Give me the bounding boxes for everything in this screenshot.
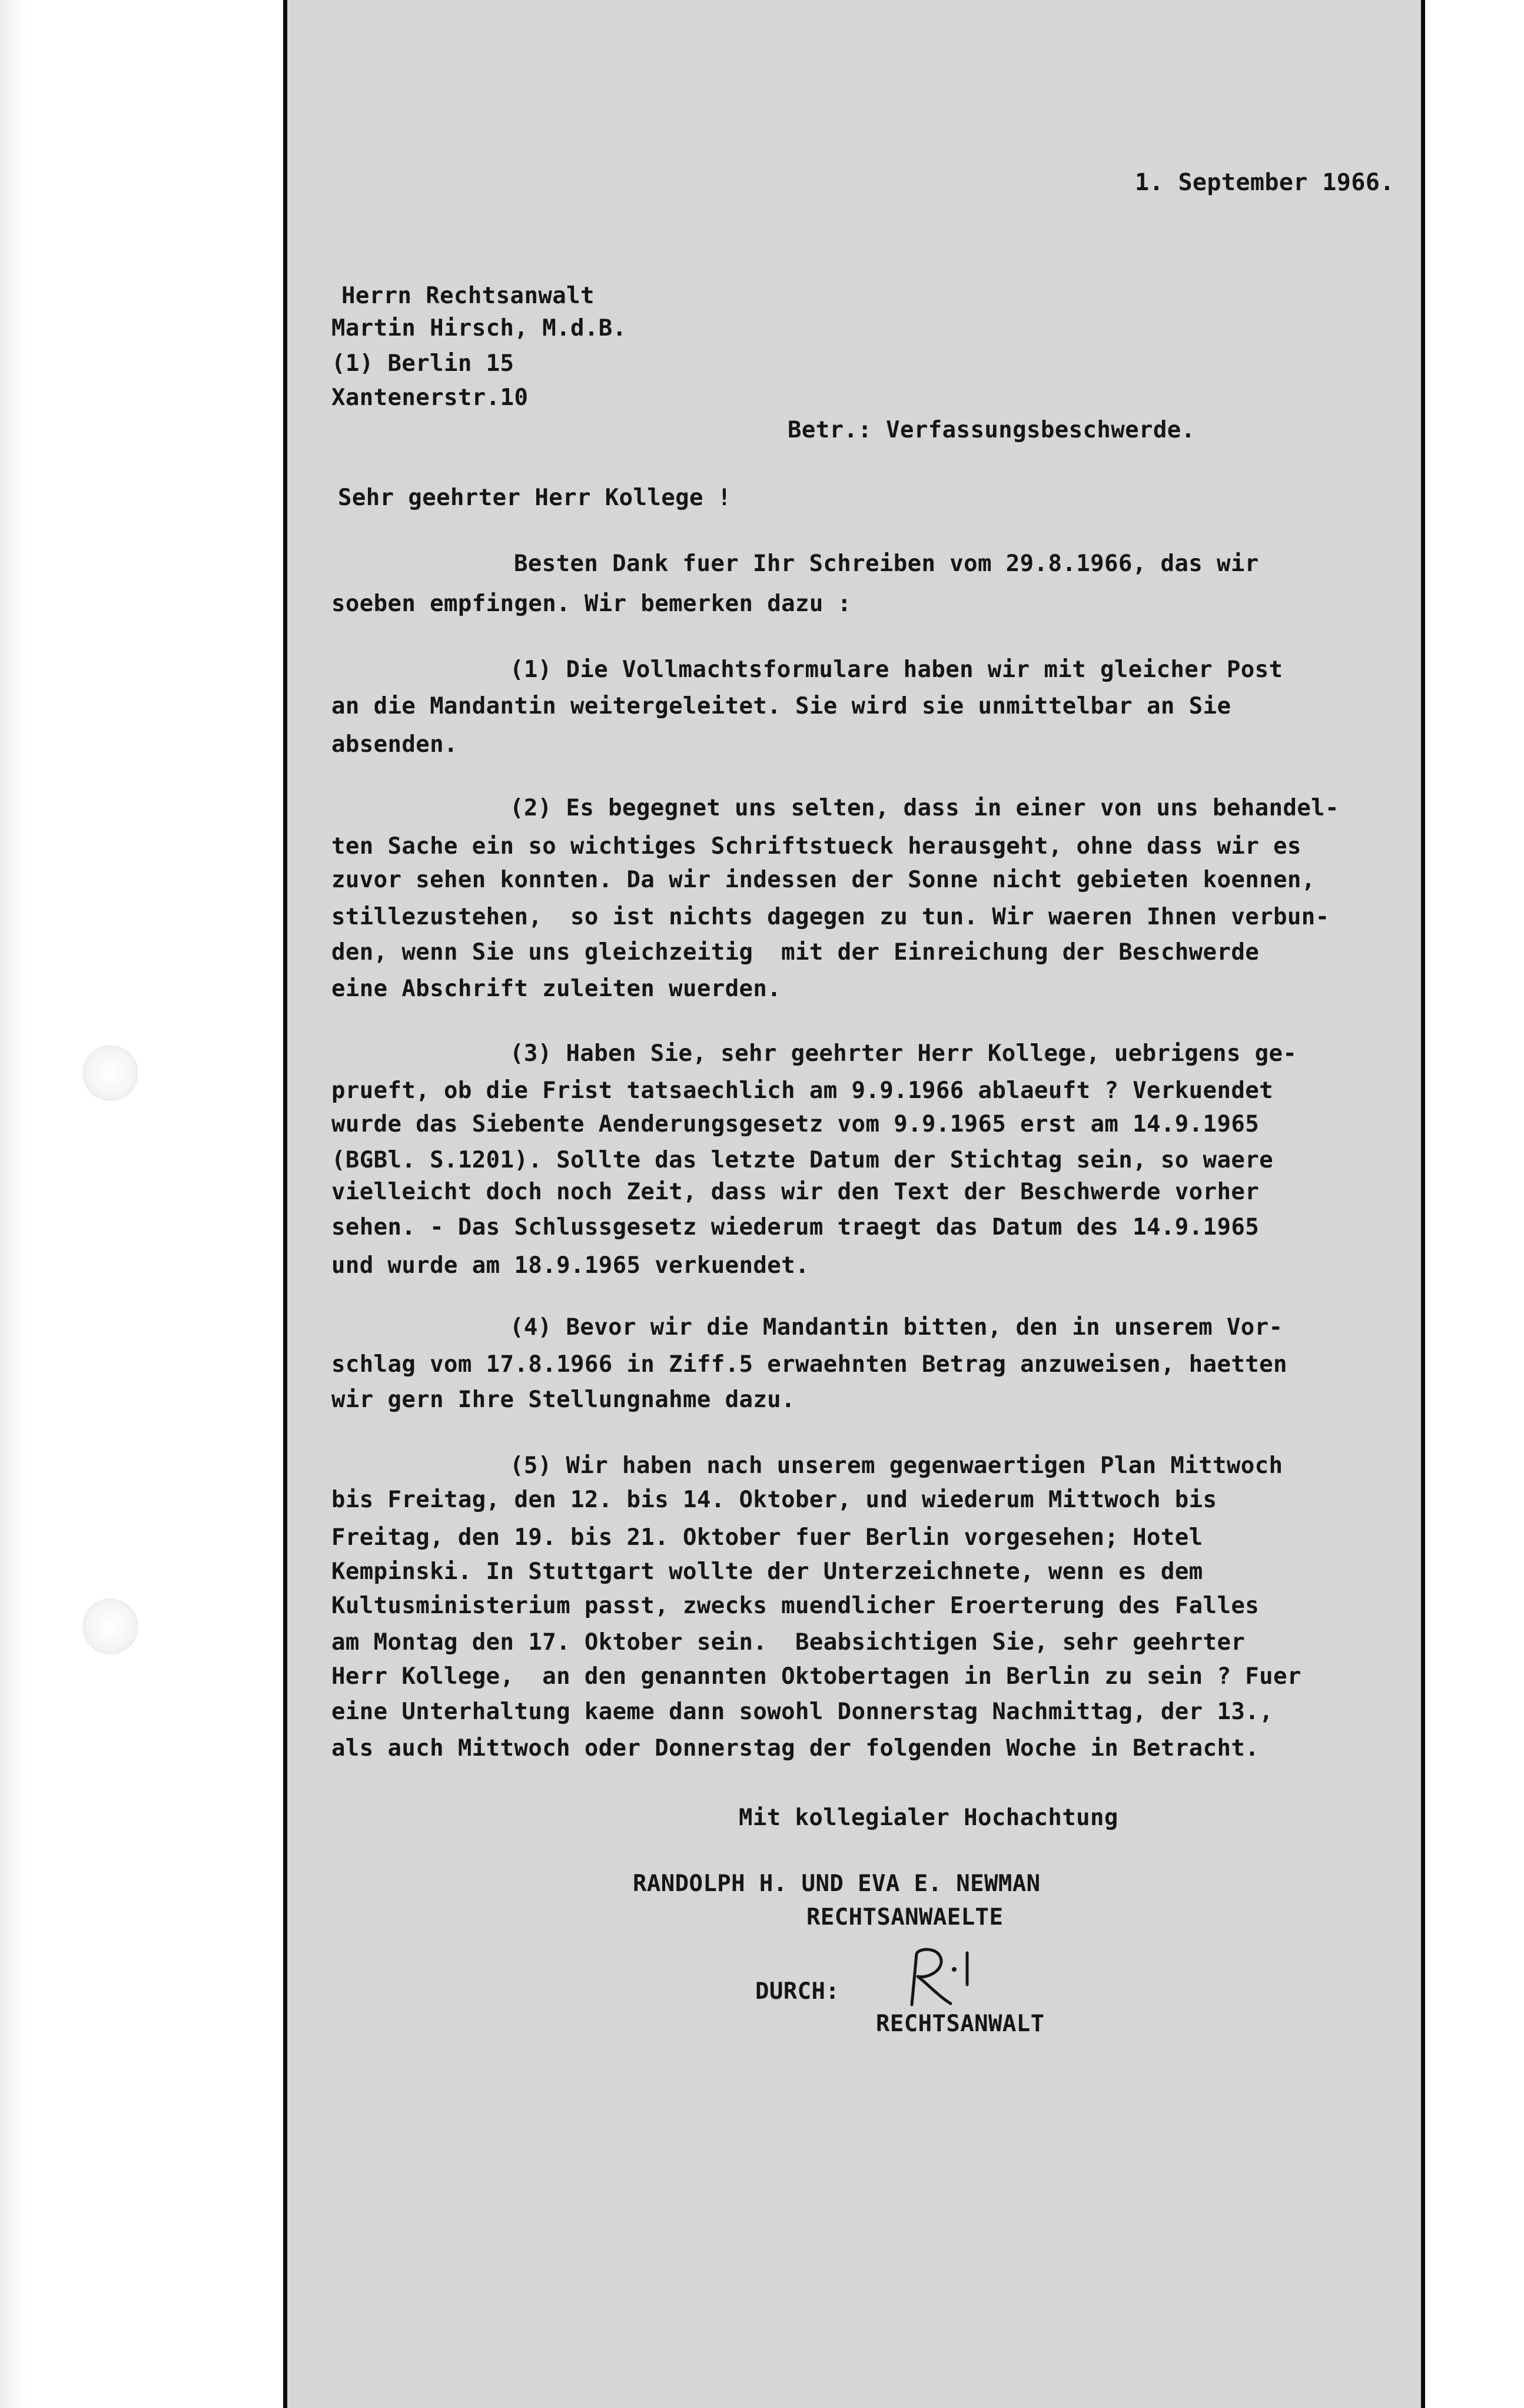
point-4-line: schlag vom 17.8.1966 in Ziff.5 erwaehnten Betrag anzuweisen, haetten (331, 1351, 1287, 1378)
point-2-line: eine Abschrift zuleiten wuerden. (331, 976, 782, 1002)
by-label: DURCH: (755, 1978, 840, 2005)
point-3-line: sehen. - Das Schlussgesetz wiederum traegt das Datum des 14.9.1965 (331, 1214, 1260, 1241)
point-2-line: (2) Es begegnet uns selten, dass in einer von uns behandel- (510, 795, 1339, 821)
intro-line: Besten Dank fuer Ihr Schreiben vom 29.8.1966, das wir (514, 550, 1259, 577)
recipient-line: Xantenerstr.10 (331, 384, 529, 411)
point-5-line: Herr Kollege, an den genannten Oktobertagen in Berlin zu sein ? Fuer (331, 1663, 1301, 1690)
handwritten-signature (904, 1946, 980, 2011)
point-3-line: und wurde am 18.9.1965 verkuendet. (331, 1252, 809, 1279)
point-2-line: stillezustehen, so ist nichts dagegen zu tun. Wir waeren Ihnen verbun- (331, 904, 1330, 930)
point-1-line: (1) Die Vollmachtsformulare haben wir mit gleicher Post (510, 656, 1283, 683)
point-5-line: als auch Mittwoch oder Donnerstag der folgenden Woche in Betracht. (331, 1735, 1260, 1762)
signer-title: RECHTSANWALT (876, 2011, 1045, 2037)
right-margin-rule (1421, 0, 1425, 2408)
point-3-line: (3) Haben Sie, sehr geehrter Herr Kollege, uebrigens ge- (510, 1040, 1297, 1067)
recipient-line: (1) Berlin 15 (331, 350, 514, 377)
firm-title: RECHTSANWAELTE (806, 1904, 1004, 1931)
letter-date: 1. September 1966. (1135, 169, 1394, 196)
firm-name: RANDOLPH H. UND EVA E. NEWMAN (633, 1870, 1041, 1897)
point-5-line: Kempinski. In Stuttgart wollte der Unterzeichnete, wenn es dem (331, 1558, 1203, 1585)
point-2-line: ten Sache ein so wichtiges Schriftstueck herausgeht, ohne dass wir es (331, 833, 1301, 860)
point-5-line: eine Unterhaltung kaeme dann sowohl Donnerstag Nachmittag, der 13., (331, 1699, 1273, 1725)
subject-line: Betr.: Verfassungsbeschwerde. (788, 417, 1196, 443)
intro-line: soeben empfingen. Wir bemerken dazu : (331, 591, 852, 617)
point-5-line: Freitag, den 19. bis 21. Oktober fuer Berlin vorgesehen; Hotel (331, 1524, 1203, 1551)
point-1-line: an die Mandantin weitergeleitet. Sie wird sie unmittelbar an Sie (331, 693, 1231, 719)
punch-hole-top (82, 1045, 138, 1101)
scan-edge (0, 0, 26, 2408)
point-3-line: wurde das Siebente Aenderungsgesetz vom 9.9.1965 erst am 14.9.1965 (331, 1111, 1260, 1137)
point-5-line: bis Freitag, den 12. bis 14. Oktober, und wiederum Mittwoch bis (331, 1487, 1217, 1513)
point-4-line: wir gern Ihre Stellungnahme dazu. (331, 1387, 796, 1413)
point-2-line: zuvor sehen konnten. Da wir indessen der Sonne nicht gebieten koennen, (331, 867, 1316, 893)
recipient-line: Herrn Rechtsanwalt (341, 283, 595, 309)
point-5-line: am Montag den 17. Oktober sein. Beabsichtigen Sie, sehr geehrter (331, 1629, 1246, 1656)
point-3-line: (BGBl. S.1201). Sollte das letzte Datum der Stichtag sein, so waere (331, 1147, 1273, 1173)
recipient-line: Martin Hirsch, M.d.B. (331, 315, 627, 341)
point-4-line: (4) Bevor wir die Mandantin bitten, den in unserem Vor- (510, 1314, 1283, 1341)
point-5-line: (5) Wir haben nach unserem gegenwaertigen Plan Mittwoch (510, 1452, 1283, 1479)
left-margin-rule (283, 0, 287, 2408)
point-3-line: vielleicht doch noch Zeit, dass wir den Text der Beschwerde vorher (331, 1179, 1260, 1205)
point-1-line: absenden. (331, 731, 458, 758)
point-2-line: den, wenn Sie uns gleichzeitig mit der Einreichung der Beschwerde (331, 939, 1260, 966)
salutation: Sehr geehrter Herr Kollege ! (338, 485, 732, 511)
punch-hole-bottom (82, 1598, 138, 1654)
point-3-line: prueft, ob die Frist tatsaechlich am 9.9.1966 ablaeuft ? Verkuendet (331, 1077, 1273, 1104)
closing-line: Mit kollegialer Hochachtung (739, 1805, 1118, 1831)
point-5-line: Kultusministerium passt, zwecks muendlicher Eroerterung des Falles (331, 1593, 1260, 1619)
